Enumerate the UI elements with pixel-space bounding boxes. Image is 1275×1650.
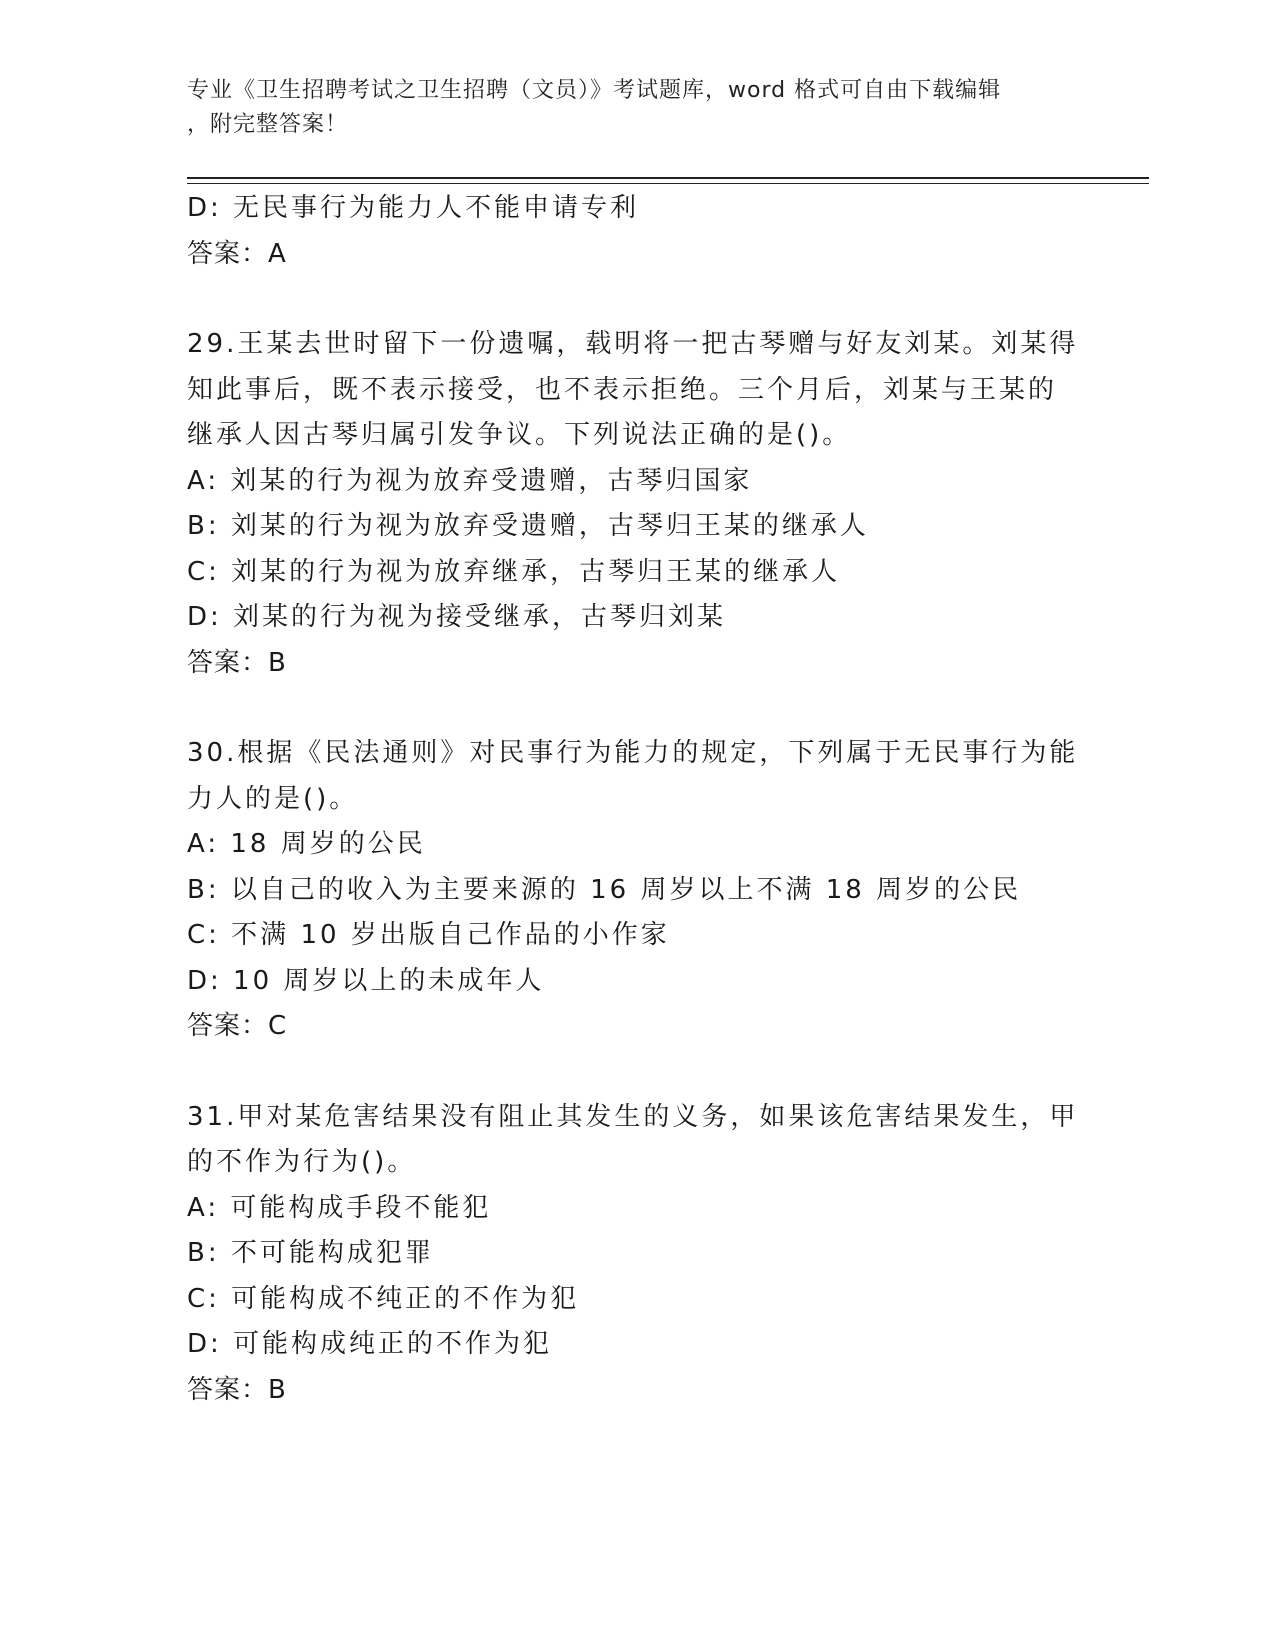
- question-stem-line: 31.甲对某危害结果没有阻止其发生的义务，如果该危害结果发生，甲: [187, 1101, 1079, 1132]
- option-a: A: 刘某的行为视为放弃受遗赠，古琴归国家: [187, 465, 753, 496]
- header-line-1: 专业《卫生招聘考试之卫生招聘（文员）》考试题库，word 格式可自由下载编辑: [187, 78, 1002, 103]
- question-29: [187, 322, 1087, 686]
- option-b: B: 不可能构成犯罪: [187, 1238, 434, 1268]
- option-d: D: 10 周岁以上的未成年人: [187, 965, 545, 996]
- question-stem-line: 力人的是()。: [187, 783, 359, 814]
- answer: 答案：B: [187, 1374, 287, 1405]
- option-b: B: 以自己的收入为主要来源的 16 周岁以上不满 18 周岁的公民: [187, 874, 1022, 905]
- header-line-2: ，附完整答案！: [187, 112, 349, 137]
- question-list: [187, 186, 1087, 1413]
- question-stem-line: 的不作为行为()。: [187, 1147, 417, 1177]
- question-stem-line: 30.根据《民法通则》对民事行为能力的规定，下列属于无民事行为能: [187, 738, 1079, 768]
- option-c: C: 可能构成不纯正的不作为犯: [187, 1283, 580, 1314]
- prev-answer: 答案：A: [187, 238, 287, 269]
- question-stem-line: 知此事后，既不表示接受，也不表示拒绝。三个月后，刘某与王某的: [187, 374, 1058, 405]
- question-30: [187, 731, 1087, 1050]
- question-31: [187, 1095, 1087, 1414]
- option-d: D: 可能构成纯正的不作为犯: [187, 1329, 553, 1359]
- option-a: A: 可能构成手段不能犯: [187, 1192, 492, 1223]
- option-d: D: 刘某的行为视为接受继承，古琴归刘某: [187, 602, 727, 632]
- answer: 答案：B: [187, 647, 287, 678]
- option-c: C: 不满 10 岁出版自己作品的小作家: [187, 920, 670, 950]
- question-stem-line: 继承人因古琴归属引发争议。下列说法正确的是()。: [187, 420, 852, 450]
- option-c: C: 刘某的行为视为放弃继承，古琴归王某的继承人: [187, 556, 841, 587]
- question-stem-line: 29.王某去世时留下一份遗嘱，载明将一把古琴赠与好友刘某。刘某得: [187, 329, 1079, 359]
- prev-option-d: D: 无民事行为能力人不能申请专利: [187, 193, 640, 223]
- header-divider-thin: [187, 183, 1149, 184]
- answer: 答案：C: [187, 1011, 288, 1041]
- header-divider-thick: [187, 177, 1149, 179]
- page-header: [187, 74, 1067, 142]
- option-a: A: 18 周岁的公民: [187, 829, 426, 859]
- option-b: B: 刘某的行为视为放弃受遗赠，古琴归王某的继承人: [187, 511, 869, 541]
